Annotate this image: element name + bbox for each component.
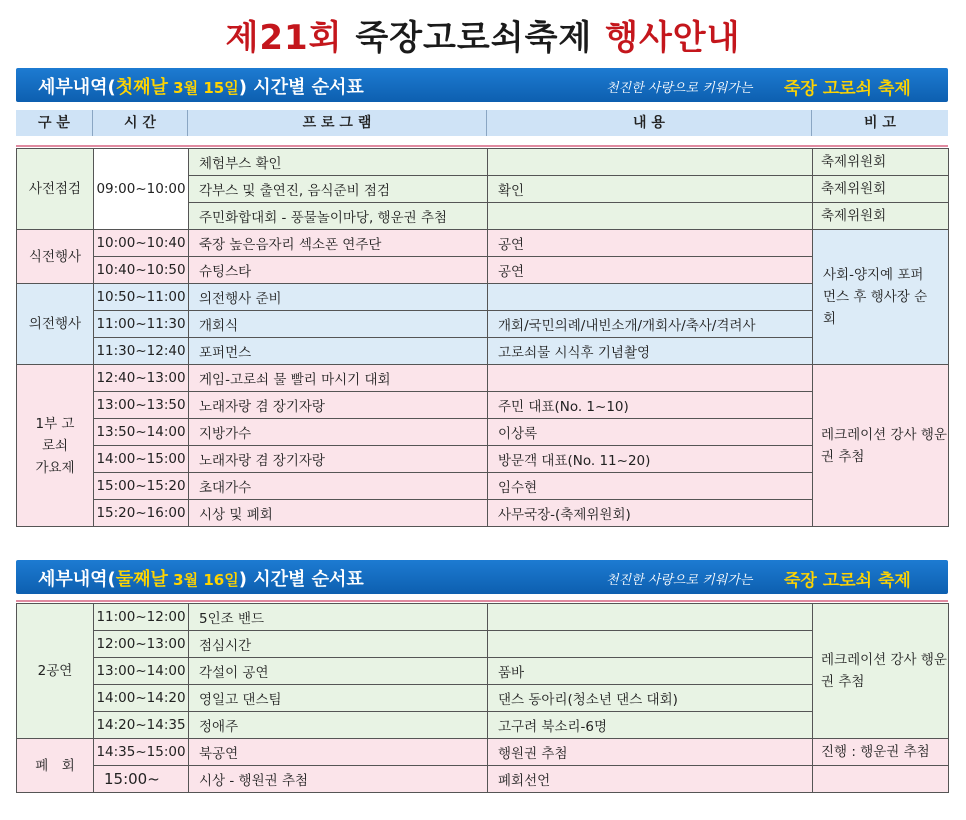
program-cell: 지방가수 — [189, 419, 488, 446]
day1-slogan: 천진한 사랑으로 키워가는 — [606, 81, 753, 96]
time-cell: 09:00~10:00 — [94, 149, 189, 230]
program-cell: 시상 및 폐회 — [189, 500, 488, 527]
table-row — [17, 230, 949, 257]
day2-divider — [16, 600, 948, 602]
note-cell: 축제위원회 — [813, 149, 949, 176]
content-cell — [488, 631, 813, 658]
program-cell: 개회식 — [189, 311, 488, 338]
day2-schedule-table — [16, 603, 949, 793]
header-content: 내 용 — [487, 110, 812, 136]
header-time: 시 간 — [93, 110, 188, 136]
page-title: 제21회 죽장고로쇠축제 행사안내 — [225, 18, 741, 58]
category-cell: 2공연 — [17, 604, 94, 739]
table-row — [17, 739, 949, 766]
program-cell: 노래자랑 겸 장기자랑 — [189, 446, 488, 473]
content-cell: 고구려 북소리-6명 — [488, 712, 813, 739]
program-cell: 포퍼먼스 — [189, 338, 488, 365]
time-cell: 14:00~14:20 — [94, 685, 189, 712]
day2-banner — [16, 560, 948, 594]
note-cell: 사회-양지예 포퍼먼스 후 행사장 순회 — [813, 230, 949, 365]
content-cell — [488, 365, 813, 392]
content-cell: 공연 — [488, 257, 813, 284]
day1-brand: 죽장 고로쇠 축제 — [784, 79, 911, 99]
note-cell: 레크레이션 강사 행운권 추첨 — [813, 365, 949, 527]
table-row — [17, 712, 949, 739]
content-cell: 고로쇠물 시식후 기념촬영 — [488, 338, 813, 365]
content-cell: 사무국장-(축제위원회) — [488, 500, 813, 527]
table-row — [17, 419, 949, 446]
day2-slogan: 천진한 사랑으로 키워가는 — [606, 573, 753, 588]
table-row — [17, 685, 949, 712]
table-row — [17, 392, 949, 419]
category-cell: 1부 고로쇠 가요제 — [17, 365, 94, 527]
category-cell: 의전행사 — [17, 284, 94, 365]
table-row — [17, 500, 949, 527]
day2-banner-title: 세부내역(둘째날 3월 16일) 시간별 순서표 — [38, 569, 364, 590]
time-cell: 15:00~ — [94, 766, 189, 793]
time-cell: 11:00~11:30 — [94, 311, 189, 338]
content-cell — [488, 604, 813, 631]
day1-schedule-table — [16, 148, 949, 527]
content-cell: 확인 — [488, 176, 813, 203]
content-cell — [488, 149, 813, 176]
program-cell: 시상 - 행원권 추첨 — [189, 766, 488, 793]
content-cell: 주민 대표(No. 1~10) — [488, 392, 813, 419]
program-cell: 의전행사 준비 — [189, 284, 488, 311]
content-cell: 방문객 대표(No. 11~20) — [488, 446, 813, 473]
time-cell: 13:00~14:00 — [94, 658, 189, 685]
time-cell: 12:00~13:00 — [94, 631, 189, 658]
program-cell: 초대가수 — [189, 473, 488, 500]
program-cell: 체험부스 확인 — [189, 149, 488, 176]
program-cell: 죽장 높은음자리 섹소폰 연주단 — [189, 230, 488, 257]
header-note: 비 고 — [864, 115, 896, 131]
note-cell: 레크레이션 강사 행운권 추첨 — [813, 604, 949, 739]
note-cell: 축제위원회 — [813, 176, 949, 203]
table-row — [17, 766, 949, 793]
day1-banner-title: 세부내역(첫째날 3월 15일) 시간별 순서표 — [38, 77, 364, 98]
program-cell: 게임-고로쇠 물 빨리 마시기 대회 — [189, 365, 488, 392]
table-row — [17, 338, 949, 365]
time-cell: 10:50~11:00 — [94, 284, 189, 311]
content-cell: 개회/국민의례/내빈소개/개회사/축사/격려사 — [488, 311, 813, 338]
category-cell: 사전점검 — [17, 149, 94, 230]
time-cell: 10:40~10:50 — [94, 257, 189, 284]
time-cell: 14:35~15:00 — [94, 739, 189, 766]
note-cell — [813, 766, 949, 793]
header-program: 프 로 그 램 — [188, 110, 487, 136]
header-category: 구 분 — [16, 110, 93, 136]
content-cell: 댄스 동아리(청소년 댄스 대회) — [488, 685, 813, 712]
table-row — [17, 658, 949, 685]
content-cell: 품바 — [488, 658, 813, 685]
table-row — [17, 446, 949, 473]
content-cell — [488, 203, 813, 230]
time-cell: 15:00~15:20 — [94, 473, 189, 500]
program-cell: 5인조 밴드 — [189, 604, 488, 631]
program-cell: 점심시간 — [189, 631, 488, 658]
program-cell: 노래자랑 겸 장기자랑 — [189, 392, 488, 419]
content-cell: 폐회선언 — [488, 766, 813, 793]
category-cell: 식전행사 — [17, 230, 94, 284]
time-cell: 12:40~13:00 — [94, 365, 189, 392]
header-divider — [16, 145, 948, 147]
program-cell: 주민화합대회 - 풍물놀이마당, 행운권 추첨 — [189, 203, 488, 230]
time-cell: 11:30~12:40 — [94, 338, 189, 365]
program-cell: 각설이 공연 — [189, 658, 488, 685]
category-cell: 폐 회 — [17, 739, 94, 793]
program-cell: 각부스 및 출연진, 음식준비 점검 — [189, 176, 488, 203]
content-cell: 임수현 — [488, 473, 813, 500]
table-row — [17, 311, 949, 338]
note-cell: 진행 : 행운권 추첨 — [813, 739, 949, 766]
content-cell: 행원권 추첨 — [488, 739, 813, 766]
time-cell: 14:00~15:00 — [94, 446, 189, 473]
content-cell — [488, 284, 813, 311]
table-row — [17, 284, 949, 311]
time-cell: 13:50~14:00 — [94, 419, 189, 446]
time-cell: 14:20~14:35 — [94, 712, 189, 739]
program-cell: 슈팅스타 — [189, 257, 488, 284]
content-cell: 공연 — [488, 230, 813, 257]
program-cell: 정애주 — [189, 712, 488, 739]
table-row — [17, 257, 949, 284]
time-cell: 13:00~13:50 — [94, 392, 189, 419]
program-cell: 북공연 — [189, 739, 488, 766]
table-row — [17, 473, 949, 500]
table-row — [17, 365, 949, 392]
time-cell: 11:00~12:00 — [94, 604, 189, 631]
content-cell: 이상록 — [488, 419, 813, 446]
program-cell: 영일고 댄스팀 — [189, 685, 488, 712]
column-header — [16, 110, 948, 136]
table-row — [17, 604, 949, 631]
time-cell: 15:20~16:00 — [94, 500, 189, 527]
day1-banner — [16, 68, 948, 102]
time-cell: 10:00~10:40 — [94, 230, 189, 257]
table-row — [17, 149, 949, 176]
note-cell: 축제위원회 — [813, 203, 949, 230]
day2-brand: 죽장 고로쇠 축제 — [784, 571, 911, 591]
table-row — [17, 631, 949, 658]
